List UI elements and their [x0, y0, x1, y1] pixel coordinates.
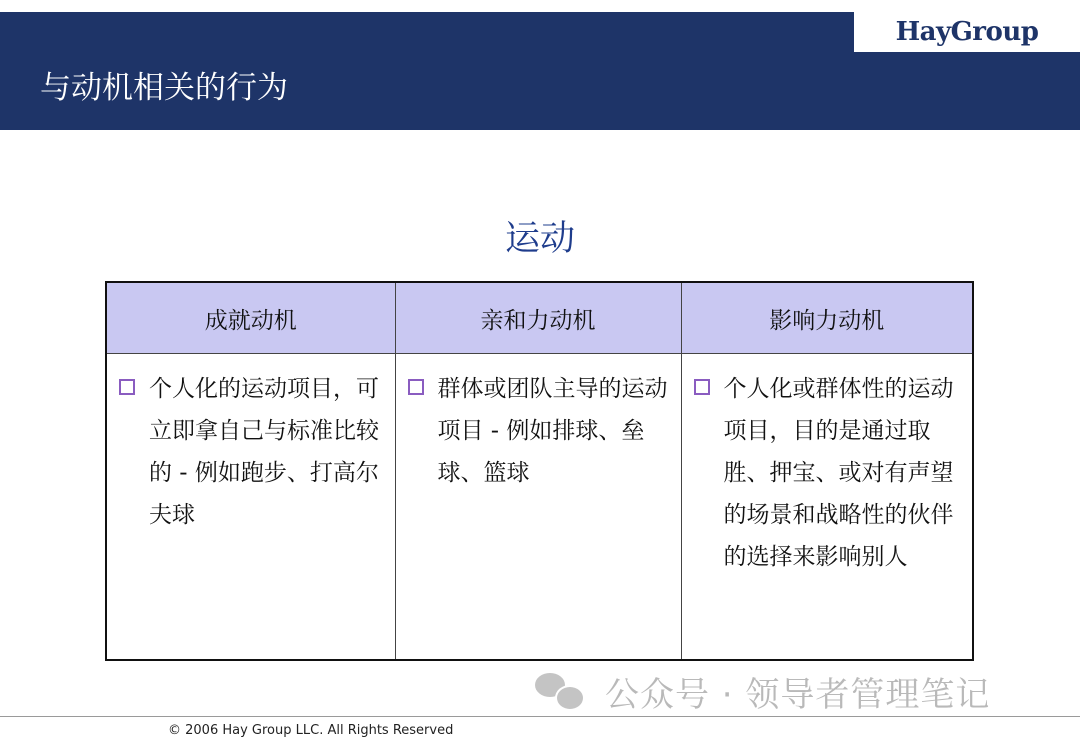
square-bullet-icon [408, 379, 424, 395]
bullet-item [119, 368, 383, 536]
table-header-row [106, 282, 973, 354]
cell-text: 个人化或群体性的运动项目，目的是通过取胜、押宝、或对有声望的场景和战略性的伙伴的选择来影响别人 [723, 376, 954, 570]
column-header-affiliation: 亲和力动机 [395, 282, 681, 354]
square-bullet-icon [119, 379, 135, 395]
watermark-text: 公众号 · 领导者管理笔记 [605, 674, 991, 715]
column-header-influence: 影响力动机 [681, 282, 973, 354]
cell-influence [681, 354, 973, 661]
logo-text: HayGroup [895, 17, 1039, 47]
cell-affiliation [395, 354, 681, 661]
cell-text: 个人化的运动项目，可 立即拿自己与标准比较的 - 例如跑步、打高尔夫球 [149, 376, 379, 528]
column-header-achievement: 成就动机 [106, 282, 395, 354]
copyright: © 2006 Hay Group LLC. All Rights Reserved [168, 723, 454, 738]
bullet-item [694, 368, 961, 578]
logo [854, 12, 1080, 52]
section-title: 运动 [504, 219, 575, 259]
watermark [535, 666, 990, 716]
behavior-table [105, 281, 974, 661]
cell-text: 群体或团队主导的运动项目 - 例如排球、垒球、篮球 [437, 376, 668, 486]
bullet-item [408, 368, 669, 494]
wechat-icon [535, 671, 587, 711]
cell-achievement [106, 354, 395, 661]
slide-title: 与动机相关的行为 [40, 70, 288, 106]
square-bullet-icon [694, 379, 710, 395]
table-row [106, 354, 973, 661]
footer-divider [0, 716, 1080, 717]
